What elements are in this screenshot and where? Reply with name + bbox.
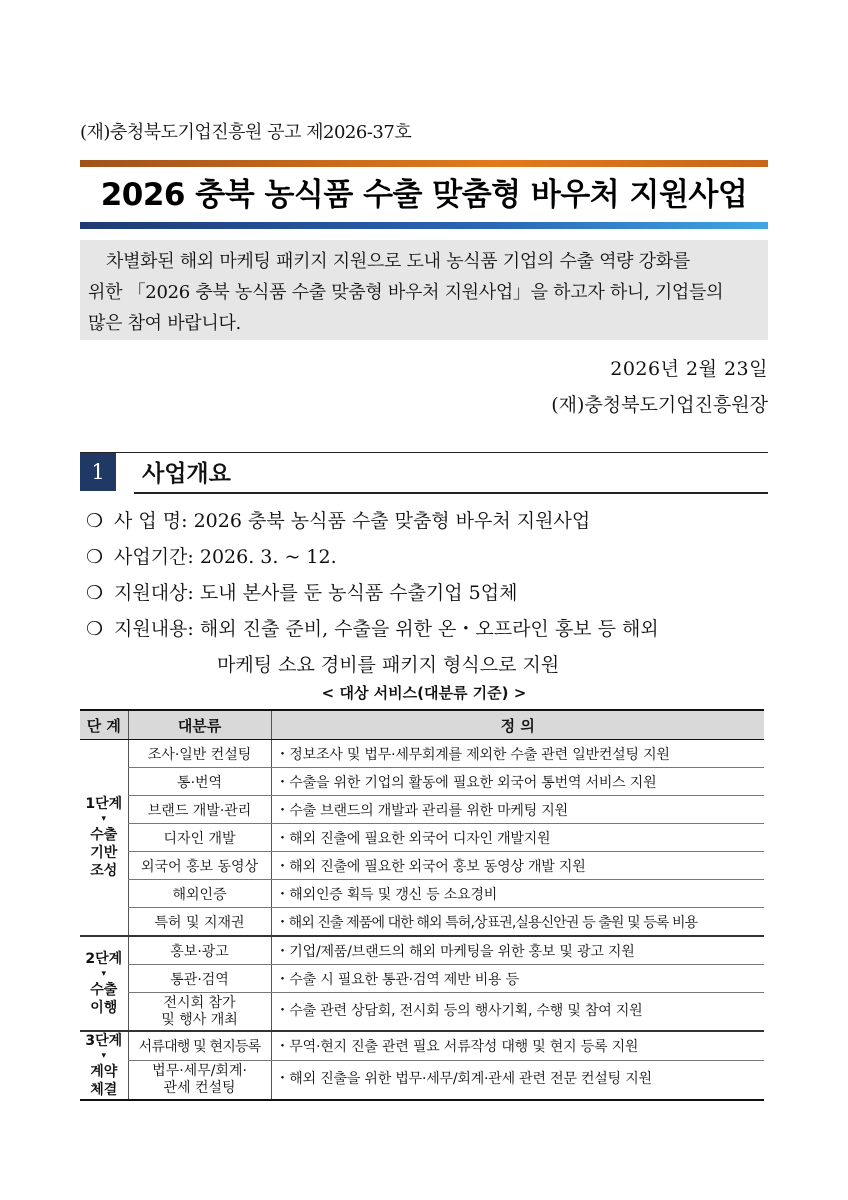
overview-item-name bbox=[86, 506, 766, 542]
item-value: 해외 진출 준비, 수출을 위한 온・오프라인 홍보 등 해외 bbox=[199, 618, 659, 640]
stage-3-cell bbox=[80, 1031, 128, 1100]
table-row bbox=[80, 1060, 764, 1100]
item-value: 도내 본사를 둔 농식품 수출기업 5업체 bbox=[199, 582, 518, 604]
stage-label: 3단계 bbox=[85, 1033, 123, 1049]
overview-item-content bbox=[86, 614, 766, 650]
stage-text: 체결 bbox=[90, 1082, 118, 1098]
stage-text: 이행 bbox=[90, 1000, 118, 1016]
intro-box bbox=[80, 240, 768, 340]
stage-text: 수출 bbox=[90, 982, 118, 998]
definition-cell: ・해외 진출에 필요한 외국어 디자인 개발지원 bbox=[271, 824, 764, 852]
table-row bbox=[80, 852, 764, 880]
issuer: (재)충청북도기업진흥원장 bbox=[551, 394, 768, 416]
stage-text: 계약 bbox=[90, 1064, 118, 1080]
item-label: 사업기간: bbox=[114, 546, 194, 568]
category-line: 및 행사 개최 bbox=[161, 1011, 238, 1028]
title-bar-top bbox=[80, 160, 768, 167]
arrow-down-icon: ▾ bbox=[101, 1051, 107, 1061]
overview-item-period bbox=[86, 542, 766, 578]
stage-2-cell bbox=[80, 936, 128, 1031]
item-label: 지원내용: bbox=[114, 618, 194, 640]
category-cell bbox=[128, 1060, 271, 1100]
services-table bbox=[80, 709, 764, 1101]
definition-cell: ・무역·현지 진출 관련 필요 서류작성 대행 및 현지 등록 지원 bbox=[271, 1031, 764, 1060]
section-top-rule bbox=[80, 452, 768, 453]
intro-line-3: 많은 참여 바랍니다. bbox=[88, 313, 241, 334]
section-bottom-rule bbox=[134, 492, 768, 494]
table-row bbox=[80, 908, 764, 937]
circle-bullet-icon: ❍ bbox=[86, 582, 104, 604]
definition-cell: ・기업/제품/브랜드의 해외 마케팅을 위한 홍보 및 광고 지원 bbox=[271, 936, 764, 965]
table-row bbox=[80, 965, 764, 993]
category-cell: 조사·일반 컨설팅 bbox=[128, 740, 271, 768]
item-value: 2026 충북 농식품 수출 맞춤형 바우처 지원사업 bbox=[193, 510, 591, 532]
notice-number: (재)충청북도기업진흥원 공고 제2026-37호 bbox=[80, 122, 412, 143]
category-cell: 홍보·광고 bbox=[128, 936, 271, 965]
category-cell bbox=[128, 993, 271, 1032]
intro-line-1: 차별화된 해외 마케팅 패키지 지원으로 도내 농식품 기업의 수출 역량 강화를 bbox=[106, 251, 690, 272]
category-cell: 디자인 개발 bbox=[128, 824, 271, 852]
stage-text: 조성 bbox=[90, 863, 118, 879]
document-title: 2026 충북 농식품 수출 맞춤형 바우처 지원사업 bbox=[100, 177, 748, 213]
definition-cell: ・수출 관련 상담회, 전시회 등의 행사기획, 수행 및 참여 지원 bbox=[271, 993, 764, 1032]
item-label: 사 업 명: bbox=[114, 510, 188, 532]
category-cell: 외국어 홍보 동영상 bbox=[128, 852, 271, 880]
definition-cell: ・수출을 위한 기업의 활동에 필요한 외국어 통번역 서비스 지원 bbox=[271, 768, 764, 796]
announcement-date: 2026년 2월 23일 bbox=[610, 358, 768, 380]
circle-bullet-icon: ❍ bbox=[86, 546, 104, 568]
title-bar-bottom bbox=[80, 222, 768, 229]
table-header-row bbox=[80, 710, 764, 740]
intro-line-2: 위한 「2026 충북 농식품 수출 맞춤형 바우처 지원사업」을 하고자 하니, 기업들의 bbox=[88, 282, 724, 303]
definition-cell: ・해외 진출 제품에 대한 해외 특허,상표권,실용신안권 등 출원 및 등록 비용 bbox=[271, 908, 764, 937]
item-value: 2026. 3. ~ 12. bbox=[199, 546, 337, 568]
overview-list bbox=[86, 506, 766, 686]
definition-cell: ・해외인증 획득 및 갱신 등 소요경비 bbox=[271, 880, 764, 908]
table-row bbox=[80, 993, 764, 1032]
arrow-down-icon: ▾ bbox=[101, 969, 107, 979]
arrow-down-icon: ▾ bbox=[101, 814, 107, 824]
section-title: 사업개요 bbox=[142, 461, 231, 487]
stage-text: 수출 bbox=[90, 827, 118, 843]
category-cell: 통·번역 bbox=[128, 768, 271, 796]
stage-label: 2단계 bbox=[85, 951, 123, 967]
category-line: 전시회 참가 bbox=[163, 994, 236, 1011]
table-row bbox=[80, 880, 764, 908]
definition-cell: ・수출 시 필요한 통관·검역 제반 비용 등 bbox=[271, 965, 764, 993]
definition-cell: ・해외 진출을 위한 법무·세무/회계·관세 관련 전문 컨설팅 지원 bbox=[271, 1060, 764, 1100]
table-row bbox=[80, 824, 764, 852]
table-caption: < 대상 서비스(대분류 기준) > bbox=[321, 684, 527, 702]
table-row bbox=[80, 936, 764, 965]
header-stage: 단 계 bbox=[80, 710, 128, 740]
overview-item-content-continued: 마케팅 소요 경비를 패키지 형식으로 지원 bbox=[217, 654, 560, 676]
category-line: 법무·세무/회계· bbox=[152, 1062, 247, 1079]
item-label: 지원대상: bbox=[114, 582, 194, 604]
stage-text: 기반 bbox=[90, 845, 118, 861]
circle-bullet-icon: ❍ bbox=[86, 618, 104, 640]
section-number: 1 bbox=[80, 453, 116, 491]
header-category: 대분류 bbox=[128, 710, 271, 740]
category-cell: 해외인증 bbox=[128, 880, 271, 908]
stage-label: 1단계 bbox=[85, 796, 123, 812]
table-row bbox=[80, 740, 764, 768]
circle-bullet-icon: ❍ bbox=[86, 510, 104, 532]
category-cell: 브랜드 개발·관리 bbox=[128, 796, 271, 824]
stage-1-cell bbox=[80, 740, 128, 937]
category-line: 관세 컨설팅 bbox=[163, 1079, 236, 1096]
definition-cell: ・해외 진출에 필요한 외국어 홍보 동영상 개발 지원 bbox=[271, 852, 764, 880]
definition-cell: ・수출 브랜드의 개발과 관리를 위한 마케팅 지원 bbox=[271, 796, 764, 824]
category-cell: 서류대행 및 현지등록 bbox=[128, 1031, 271, 1060]
overview-item-target bbox=[86, 578, 766, 614]
table-row bbox=[80, 1031, 764, 1060]
category-cell: 특허 및 지재권 bbox=[128, 908, 271, 937]
header-definition: 정 의 bbox=[271, 710, 764, 740]
definition-cell: ・정보조사 및 법무·세무회계를 제외한 수출 관련 일반컨설팅 지원 bbox=[271, 740, 764, 768]
table-row bbox=[80, 796, 764, 824]
table-row bbox=[80, 768, 764, 796]
category-cell: 통관·검역 bbox=[128, 965, 271, 993]
